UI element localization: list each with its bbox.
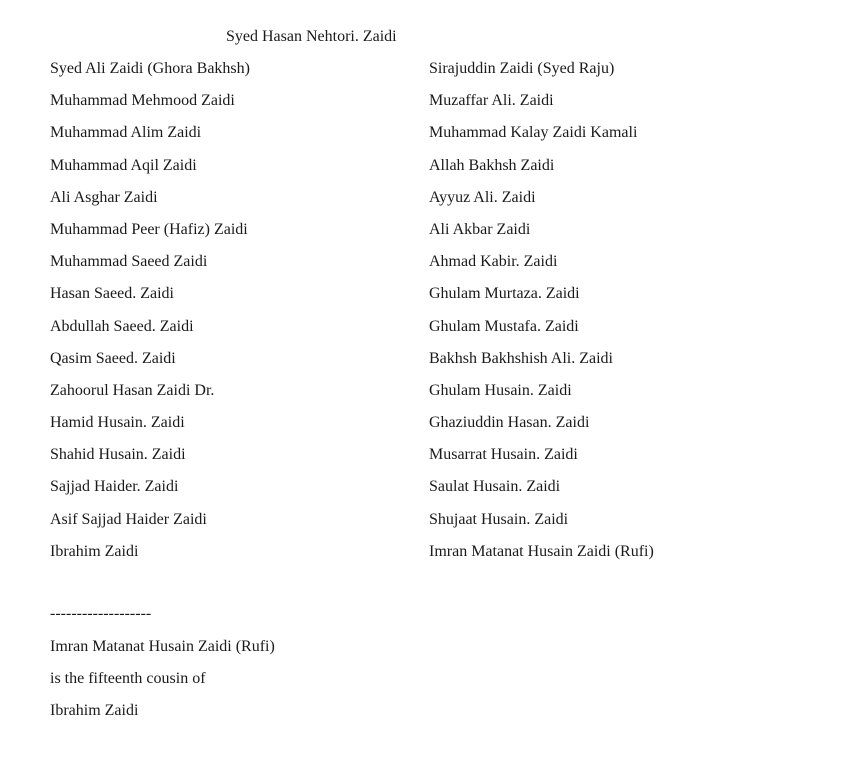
left-lineage-item: Asif Sajjad Haider Zaidi bbox=[50, 510, 207, 528]
conclusion-line: Ibrahim Zaidi bbox=[50, 702, 139, 720]
right-lineage-item: Musarrat Husain. Zaidi bbox=[429, 446, 578, 464]
section-divider: ------------------- bbox=[50, 605, 152, 622]
left-lineage-item: Muhammad Mehmood Zaidi bbox=[50, 92, 235, 110]
right-lineage-item: Sirajuddin Zaidi (Syed Raju) bbox=[429, 60, 615, 77]
right-lineage-item: Muhammad Kalay Zaidi Kamali bbox=[429, 124, 638, 142]
right-lineage-item: Shujaat Husain. Zaidi bbox=[429, 510, 569, 528]
right-lineage-item: Allah Bakhsh Zaidi bbox=[429, 156, 555, 174]
right-lineage-item: Saulat Husain. Zaidi bbox=[429, 478, 561, 496]
right-lineage-item: Ahmad Kabir. Zaidi bbox=[429, 253, 558, 271]
right-lineage-item: Ghulam Husain. Zaidi bbox=[429, 381, 572, 399]
right-lineage-item: Ghulam Murtaza. Zaidi bbox=[429, 285, 580, 303]
left-lineage-item: Muhammad Saeed Zaidi bbox=[50, 253, 208, 271]
left-lineage-item: Hasan Saeed. Zaidi bbox=[50, 285, 174, 303]
left-lineage-list bbox=[50, 59, 250, 574]
left-lineage-item: Ibrahim Zaidi bbox=[50, 542, 139, 560]
left-lineage-item: Shahid Husain. Zaidi bbox=[50, 446, 186, 464]
root-ancestor-name: Syed Hasan Nehtori. Zaidi bbox=[226, 28, 397, 45]
right-lineage-item: Ghulam Mustafa. Zaidi bbox=[429, 317, 579, 335]
right-lineage-item: Imran Matanat Husain Zaidi (Rufi) bbox=[429, 542, 654, 560]
left-lineage-item: Zahoorul Hasan Zaidi Dr. bbox=[50, 381, 215, 399]
left-lineage-item: Sajjad Haider. Zaidi bbox=[50, 478, 179, 496]
left-lineage-item: Qasim Saeed. Zaidi bbox=[50, 349, 176, 367]
left-lineage-item: Ali Asghar Zaidi bbox=[50, 188, 158, 206]
right-lineage-item: Ayyuz Ali. Zaidi bbox=[429, 188, 536, 206]
conclusion-line: Imran Matanat Husain Zaidi (Rufi) bbox=[50, 638, 275, 655]
right-lineage-item: Muzaffar Ali. Zaidi bbox=[429, 92, 554, 110]
conclusion-line: is the fifteenth cousin of bbox=[50, 670, 206, 688]
right-lineage-list bbox=[429, 59, 654, 574]
left-lineage-item: Muhammad Aqil Zaidi bbox=[50, 156, 197, 174]
left-lineage-item: Hamid Husain. Zaidi bbox=[50, 414, 185, 432]
conclusion-text bbox=[50, 637, 275, 734]
left-lineage-item: Muhammad Alim Zaidi bbox=[50, 124, 202, 142]
left-lineage-item: Muhammad Peer (Hafiz) Zaidi bbox=[50, 220, 248, 238]
right-lineage-item: Bakhsh Bakhshish Ali. Zaidi bbox=[429, 349, 613, 367]
left-lineage-item: Syed Ali Zaidi (Ghora Bakhsh) bbox=[50, 60, 250, 77]
right-lineage-item: Ali Akbar Zaidi bbox=[429, 220, 531, 238]
left-lineage-item: Abdullah Saeed. Zaidi bbox=[50, 317, 194, 335]
right-lineage-item: Ghaziuddin Hasan. Zaidi bbox=[429, 414, 590, 432]
